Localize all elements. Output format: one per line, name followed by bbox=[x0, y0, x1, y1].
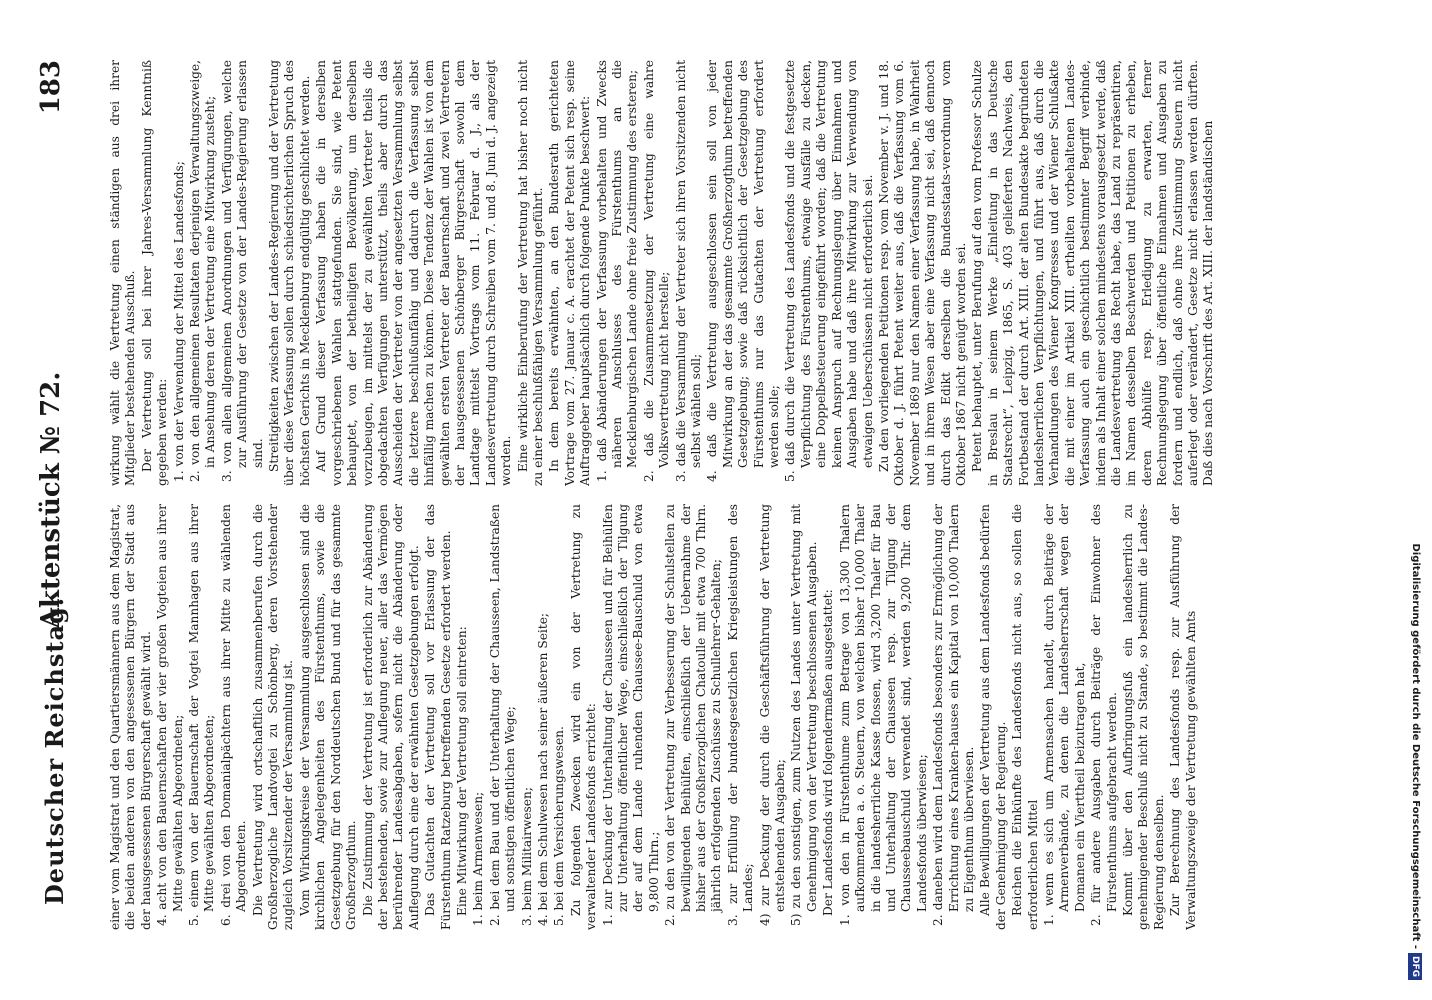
paragraph: In dem bereits erwähnten, an den Bundesrath gerichteten Vortrage vom 27. Januar c. A. erachtet der Petent sich resp. seine Auftraggeber hauptsächlich durch folgende Punkte beschwert: bbox=[547, 60, 593, 486]
paragraph: wirkung wählt die Vertretung einen ständigen aus drei ihrer Mitglieder bestehenden Ausschuß. bbox=[108, 60, 138, 486]
list-item: 5) zu den sonstigen, zum Nutzen des Landes unter Vertretung mit Genehmigung von der Vertretung beschlossenen Ausgaben. bbox=[789, 504, 819, 926]
list-item: 3. von allen allgemeinen Anordnungen und Verfügungen, welche zur Ausführung der Gesetze von der Landes-Regierung erlassen sind. bbox=[219, 60, 265, 482]
text-column-left bbox=[108, 504, 1392, 930]
paragraph: Zur Berechnung des Landesfonds resp. zur Ausführung der Verwaltungszweige der Vertretung gewählten Amts bbox=[1168, 504, 1198, 930]
list-item: 5. einem von der Bauernschaft der Vogtei Mannhagen aus ihrer Mitte gewählten Abgeordneten; bbox=[187, 504, 217, 926]
paragraph: Zu folgenden Zwecken wird ein von der Vertretung zu verwaltender Landesfonds errichtet: bbox=[568, 504, 599, 930]
paragraph: Eine Mitwirkung der Vertretung soll eintreten: bbox=[454, 626, 469, 916]
list-item: 4. bei dem Schulwesen nach seiner äußeren Seite; bbox=[535, 612, 550, 926]
paragraph: Streitigkeiten zwischen der Landes-Regierung und der Vertretung über diese Verfassung sollen durch schiedsrichterlichen Spruch des höchsten Gerichts in Mecklenburg endgültig geschlichtet werden. bbox=[267, 60, 312, 486]
paragraph: Der Landesfonds wird folgendermaßen ausgestattet: bbox=[821, 589, 836, 916]
paragraph: Reichen die Einkünfte des Landesfonds nicht aus, so sollen die erforderlichen Mittel bbox=[1010, 504, 1040, 930]
paragraph: Kommt über den Aufbringungsfuß ein landesherrlich zu genehmigender Beschluß nicht zu Stande, so bestimmt die Landes-Regierung denselben. bbox=[1121, 504, 1166, 930]
list-item: 1. daß Abänderungen der Verfassung vorbehalten und Zwecks näheren Anschlusses des Fürstenthums an die Mecklenburgischen Lande ohne freie Zustimmung des ersteren; bbox=[594, 60, 640, 482]
list-item: 3. zur Erfüllung der bundesgesetzlichen Kriegsleistungen des Landes; bbox=[725, 504, 756, 926]
document-number: Aktenstück № 72. bbox=[36, 371, 66, 629]
list-item: 2. von den allgemeinen Resultaten derjenigen Verwaltungszweige, in Ansehung deren der Vertretung eine Mitwirkung zusteht; bbox=[188, 60, 218, 482]
list-item: 2. bei dem Bau und der Unterhaltung der Chausseen, Landstraßen und sonstigen öffentlichen Wege; bbox=[487, 504, 518, 926]
list-item: 5. bei dem Versicherungswesen. bbox=[552, 726, 567, 926]
list-item: 2. für andere Ausgaben durch Beiträge der Einwohner des Fürstenthums aufgebracht werden. bbox=[1089, 504, 1119, 926]
credit-text: Digitalisierung gefördert durch die Deutsche Forschungsgemeinschaft - bbox=[1410, 543, 1421, 949]
list-item: 6. drei von den Domanialpächtern aus ihrer Mitte zu wählenden Abgeordneten. bbox=[218, 504, 249, 926]
paragraph: Das Gutachten der Vertretung soll vor Erlassung der das Fürstenthum Ratzeburg betreffenden Gesetze erfordert werden. bbox=[423, 504, 453, 930]
list-item: 2. zu den von der Vertretung zur Verbesserung der Schulstellen zu bewilligenden Beihülfen, einschließlich der Uebernahme der bisher aus der Großherzoglichen Chatoulle mit etwa 700 Thlrn. jährlich erfolgenden Zuschüsse zu Schullehrer-Gehalten; bbox=[663, 504, 724, 926]
list-item: 4. daß die Vertretung ausgeschlossen sein soll von jeder Mitwirkung an der das gesammte Großherzogthum betreffenden Gesetzgebung; sowie daß rücksichtlich der Gesetzgebung des Fürstenthums nur das Gutachten der Vertretung erfordert werden solle; bbox=[705, 60, 782, 482]
list-item: 1. zur Deckung der Unterhaltung der Chausseen und für Beihülfen zur Unterhaltung öffentlicher Wege, einschließlich der Tilgung der auf dem Lande ruhenden Chaussee-Bauschuld von etwa 9,800 Thlrn.; bbox=[600, 504, 661, 926]
list-item: 1. wenn es sich um Armensachen handelt, durch Beiträge der Armenverbände, zu denen die Landesherrschaft wegen der Domanen ein Vierttheil beizutragen hat, bbox=[1041, 504, 1087, 926]
paragraph: Eine wirkliche Einberufung der Vertretung hat bisher noch nicht zu einer beschlußfähigen Versammlung geführt. bbox=[515, 60, 545, 486]
dfg-logo: DFG bbox=[1408, 953, 1422, 980]
page-header bbox=[0, 0, 110, 1000]
list-item: 4. acht von den Bauernschaften der vier großen Vogteien aus ihrer Mitte gewählten Abgeordneten; bbox=[155, 504, 185, 926]
paragraph: Der Vertretung soll bei ihrer Jahres-Versammlung Kenntniß gegeben werden: bbox=[139, 60, 170, 486]
paragraph: Auf Grund dieser Verfassung haben die in derselben vorgeschriebenen Wahlen stattgefunden. Sie sind, wie Petent behauptet, von der betheiligten Bevölkerung, um derselben vorzubeugen, im mittelst der zu gewählten Vertreter theils die obgedachten Verfügungen unterstützt, theils aber durch das Ausscheiden der Vertreter von der angesetzten Versammlung selbst die letztere beschlußunfähig und dadurch die Verfassung selbst hinfällig machen zu können. Diese Tendenz der Wahlen ist von dem gewählten ersten Vertreter der Bauernschaft und zwei Vertretern der hausgesessenen Schönberger Bürgerschaft sowohl dem Landtage mittelst Vortrags vom 11. Februar d. J., als der Landesvertretung durch Schreiben vom 7. und 8. Juni d. J. angezeigt worden. bbox=[314, 60, 514, 486]
paragraph: Petent behauptet, unter Berufung auf den vom Professor Schulze in Breslau in seinem Werke „Einleitung in das Deutsche Staatsrecht“, Leipzig, 1865, S. 403 gelieferten Nachweis, den Fortbestand der durch Art. XIII. der alten Bundesakte begründeten landesherrlichen Verpflichtungen, und führt aus, daß durch die Verhandlungen des Wiener Kongresses und der Wiener Schlußakte die mit einer im Artikel XIII. ertheilten vorbehaltenen Landes-Verfassung auch ein geschichtlich bestimmter Begriff verbinde, indem als Inhalt einer solchen mindestens vorausgesetzt werde, daß die Landesvertretung das Recht habe, das Land zu repräsentiren, im Namen desselben Beschwerden und Petitionen zu erheben, deren Abhülfe resp. Erledigung zu erwarten, ferner Rechnungslegung über öffentliche Einnahmen und Ausgaben zu fordern und endlich, daß ohne ihre Zustimmung Steuern nicht auferlegt oder verändert, Gesetze nicht erlassen werden dürften. Daß dies nach Vorschrift des Art. XIII. der landständischen bbox=[970, 60, 1216, 486]
list-item: 1. von den in Fürstenthume zum Betrage von 13,300 Thalern aufkommenden a. o. Steuern, von welchen bisher 10,000 Thaler in die landesherrliche Kasse flossen, wird 3,200 Thaler für Bau und Unterhaltung der Chausseen resp. zur Tilgung der Chausseebauschuld verwendet sind, werden 9,200 Thlr. dem Landesfonds überwiesen; bbox=[837, 504, 929, 926]
list-item: 2. daneben wird dem Landesfonds besonders zur Ermöglichung der Errichtung eines Kranken-hauses ein Kapital von 10,000 Thalern zu Eigenthum überwiesen. bbox=[931, 504, 976, 926]
paragraph: Die Zustimmung der Vertretung ist erforderlich zur Abänderung der bestehenden, sowie zur Auflegung neuer, aller das Vermögen berührender Landesabgaben, sofern nicht die Abänderung oder Auflegung durch eine der erwähnten Gesetzgebungen erfolgt. bbox=[360, 504, 421, 930]
list-item: 1. beim Armenwesen; bbox=[471, 791, 486, 926]
paragraph: Die Vertretung wird ortschaftlich zusammenberufen durch die Großherzogliche Landvogtei zu Schönberg, deren Vorstehender zugleich Vorsitzender der Versammlung ist. bbox=[250, 504, 296, 930]
text-column-right bbox=[108, 60, 1392, 486]
list-item: 2. daß die Zusammensetzung der Vertretung eine wahre Volksvertretung nicht herstelle; bbox=[641, 60, 672, 482]
list-item: 3. daß die Versammlung der Vertreter sich ihren Vorsitzenden nicht selbst wählen soll; bbox=[673, 60, 704, 482]
paragraph: Zu den vorliegenden Petitionen resp. vom November v. J. und 18. Oktober d. J. führt Petent weiter aus, daß die Verfassung vom 6. November 1869 nur den Namen einer Verfassung habe, in Wahrheit und in ihrem Wesen aber eine Verfassung nicht sei, daß dennoch durch das Edikt derselben die Bundesstaats-verordnung vom Oktober 1867 nicht genügt worden sei. bbox=[876, 60, 968, 486]
list-item: 1. von der Verwendung der Mittel des Landesfonds; bbox=[171, 161, 186, 482]
list-item: 5. daß durch die Vertretung des Landesfonds und die festgesetzte Verpflichtung des Fürstenthums, etwaige Ausfälle zu decken, eine Doppelbesteuerung eingeführt worden; daß die Vertretung keinen Anspruch auf Rechnungslegung über Einnahmen und Ausgaben habe und daß ihre Mitwirkung zur Verwendung von etwaigen Ueberschüssen nicht erforderlich sei. bbox=[783, 60, 875, 482]
paragraph: Vom Wirkungskreise der Versammlung ausgeschlossen sind die kirchlichen Angelegenheiten des Fürstenthums, sowie die Gesetzgebung für den Norddeutschen Bund und für das gesammte Großherzogthum. bbox=[297, 504, 359, 930]
list-item: 3. beim Militairwesen; bbox=[519, 787, 534, 926]
text-columns bbox=[108, 60, 1392, 930]
running-title: Deutscher Reichstag. bbox=[40, 596, 69, 905]
paragraph: Alle Bewilligungen der Vertretung aus dem Landesfonds bedürfen der Genehmigung der Regierung. bbox=[978, 504, 1008, 930]
list-item: 4) zur Deckung der durch die Geschäftsführung der Vertretung entstehenden Ausgaben; bbox=[757, 504, 788, 926]
digitization-credit bbox=[1404, 20, 1426, 980]
paragraph: einer vom Magistrat und den Quartiersmännern aus dem Magistrat, die beiden anderen von den angesessenen Bürgern der Stadt aus der hausgesessenen Bürgerschaft gewählt wird. bbox=[108, 504, 153, 930]
page-number: 183 bbox=[36, 60, 66, 115]
